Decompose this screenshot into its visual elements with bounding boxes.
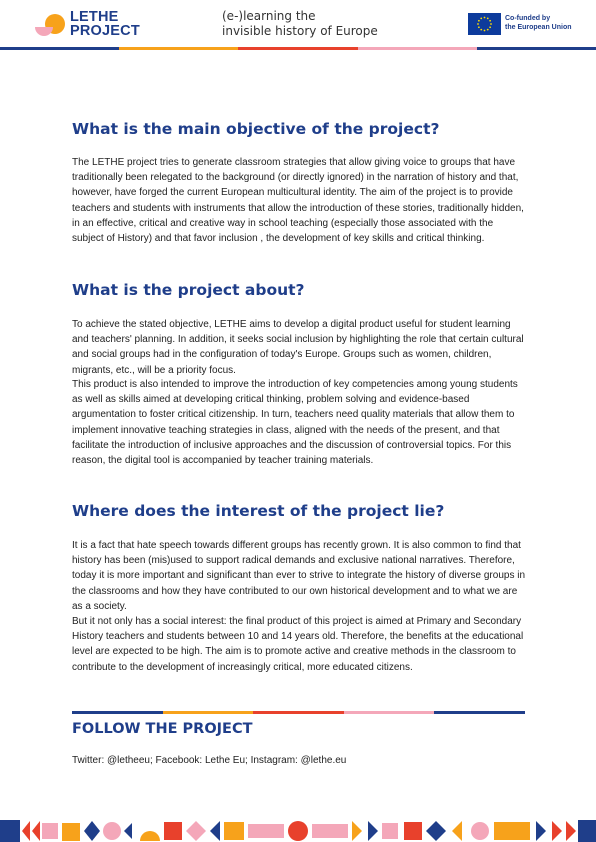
eu-star-icon (489, 20, 491, 22)
section-body-about-1: To achieve the stated objective, LETHE aims to develop a digital product useful for student learning and teachers' planning. In addition, it seeks social inclusion by highlighting the role that certain cultural and social groups had in the configuration of today's Europe. Groups such as women, children, migrants, etc., will be a priority focus. (72, 319, 524, 376)
eu-star-icon (477, 23, 479, 25)
section-body-about-2: This product is also intended to improve the introduction of key competencies among young students as well as skills aimed at developing critical thinking, problem solving and evidence-based argumentation to foster critical citizenship. In turn, teachers need quality materials that allow them to implement innovative teaching strategies in class, aligned with the needs of the present, and that facilitate the introduction of inclusive approaches and the discussion of controversial topics. For this reason, the digital tool is accompanied by teacher training materials. (72, 379, 518, 467)
section-heading-interest: Where does the interest of the project lie? (72, 502, 445, 520)
eu-star-icon (478, 20, 480, 22)
section-body-objective: The LETHE project tries to generate classroom strategies that allow giving voice to groups that have traditionally been relegated to the background (or directly ignored) in the narration of history and that, however, have forged the current European multicultural identity. The aim of the project is to provide teachers and students with instruments that allow the introduction of these stories, traditionally hidden, in an effective, critical and creative way in school teaching (especially those associated with the subject of History) and that favor inclusion , the development of key skills and critical thinking. (72, 157, 524, 245)
eu-star-icon (490, 23, 492, 25)
project-logo-text: LETHE PROJECT (70, 9, 140, 39)
section-body-interest-2: But it not only has a social interest: the final product of this project is aimed at Primary and Secondary History teachers and students between 10 and 14 years old. Therefore, the benefits at the educational level are expected to be high. The aim is to promote active and creative methods in the classroom to contribute to the development of increasingly critical, more educated citizens. (72, 616, 524, 673)
footer-pattern (0, 820, 596, 842)
section-body-interest-1: It is a fact that hate speech towards different groups has recently grown. It is also common to find that history has been (mis)used to support radical demands and exclusive national narratives. Therefore, today it is more important and significant than ever to strive to integrate the history of diverse groups in the classrooms and how they have contributed to our own historical development and to what we are as a society. (72, 540, 526, 612)
eu-funding-text: Co-funded by the European Union (505, 15, 572, 31)
eu-flag-icon (468, 13, 501, 35)
eu-star-icon (487, 29, 489, 31)
follow-divider (72, 711, 525, 714)
page-header (0, 0, 596, 48)
lethe-logo-icon (35, 11, 65, 41)
eu-star-icon (484, 17, 486, 19)
section-heading-objective: What is the main objective of the project? (72, 120, 440, 138)
header-color-rule (0, 47, 596, 50)
eu-star-icon (484, 30, 486, 32)
eu-star-icon (489, 26, 491, 28)
eu-star-icon (478, 26, 480, 28)
follow-heading: FOLLOW THE PROJECT (72, 721, 253, 737)
eu-star-icon (487, 17, 489, 19)
eu-star-icon (480, 29, 482, 31)
section-heading-about: What is the project about? (72, 281, 305, 299)
social-links[interactable]: Twitter: @letheeu; Facebook: Lethe Eu; Instagram: @lethe.eu (72, 755, 347, 766)
eu-star-icon (480, 17, 482, 19)
project-tagline: (e-)learning the invisible history of Europe (222, 9, 378, 38)
